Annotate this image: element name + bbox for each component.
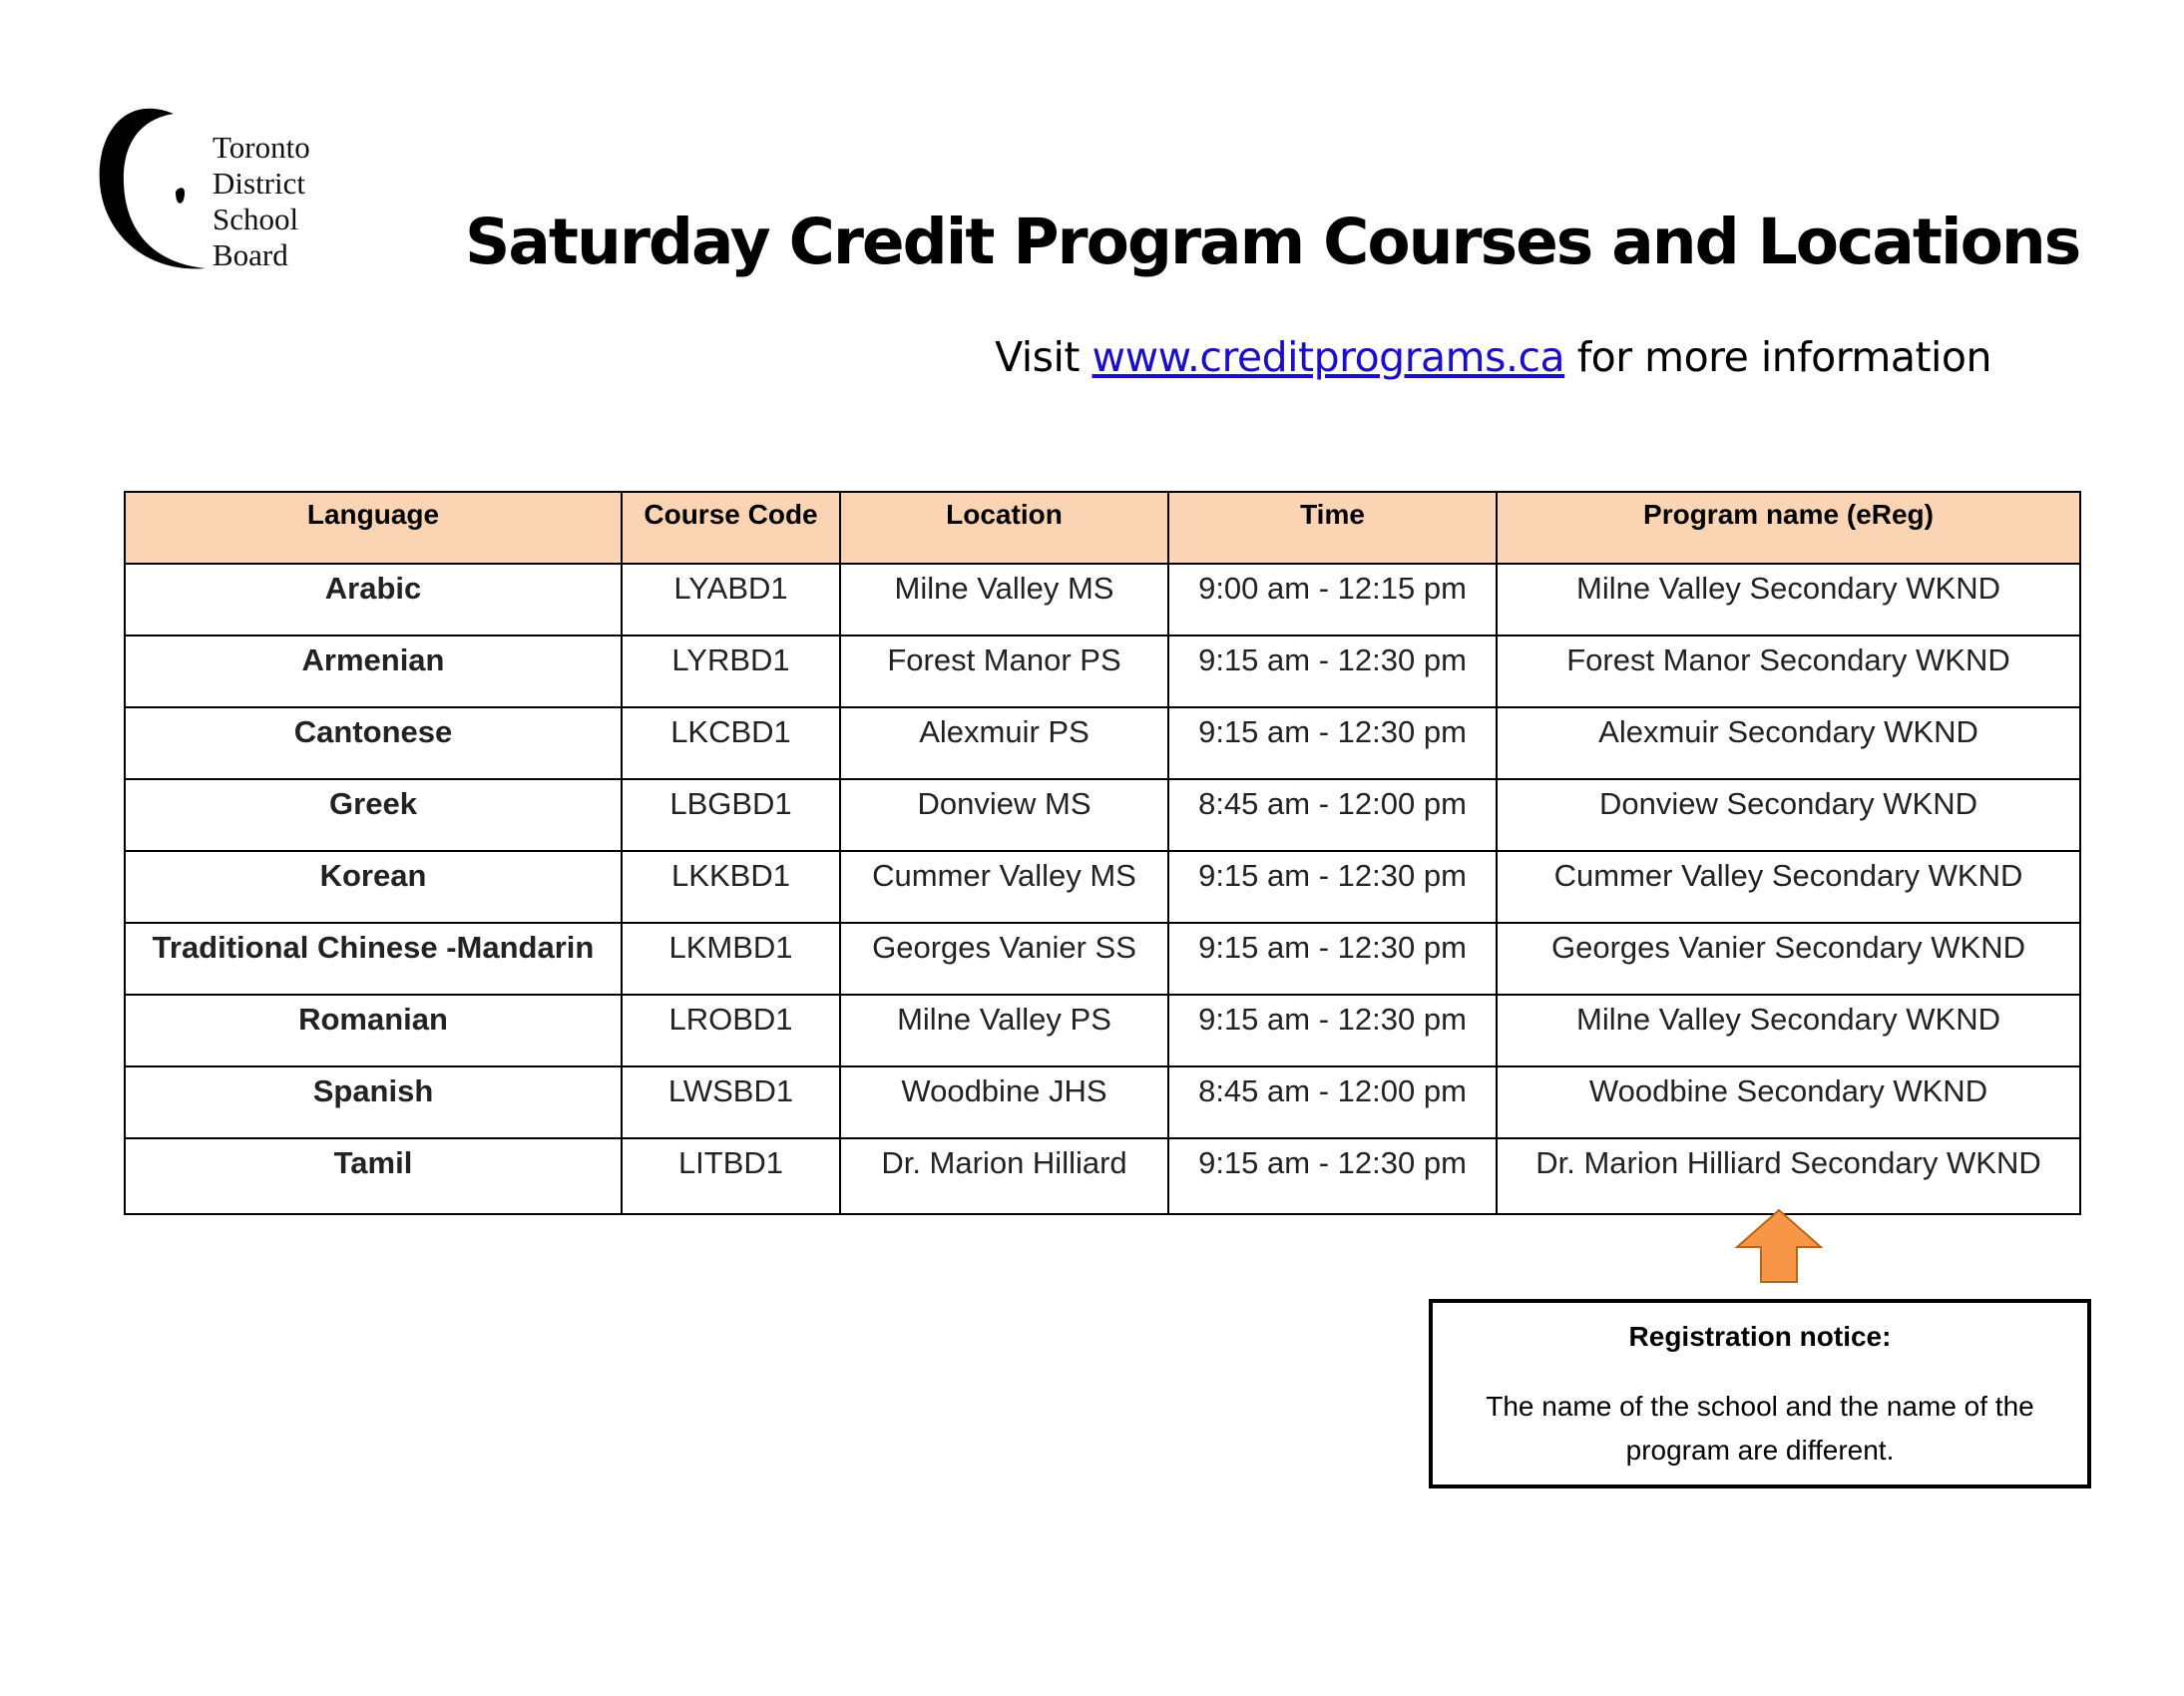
cell-language: Spanish: [125, 1066, 622, 1138]
cell-course-code: LYRBD1: [622, 636, 840, 707]
visit-prefix: Visit: [995, 333, 1092, 381]
cell-time: 9:15 am - 12:30 pm: [1168, 995, 1497, 1066]
cell-course-code: LYABD1: [622, 564, 840, 636]
cell-course-code: LKCBD1: [622, 707, 840, 779]
visit-line: [898, 333, 1991, 381]
apple-logo-icon: [96, 74, 206, 273]
table-row: [125, 995, 2080, 1066]
cell-time: 8:45 am - 12:00 pm: [1168, 779, 1497, 851]
arrow-up-icon: [1733, 1207, 1825, 1285]
cell-location: Milne Valley MS: [840, 564, 1168, 636]
table-row: [125, 564, 2080, 636]
cell-program-name: Dr. Marion Hilliard Secondary WKND: [1497, 1138, 2080, 1214]
cell-time: 9:15 am - 12:30 pm: [1168, 707, 1497, 779]
table-row: [125, 1066, 2080, 1138]
cell-location: Woodbine JHS: [840, 1066, 1168, 1138]
cell-location: Dr. Marion Hilliard: [840, 1138, 1168, 1214]
cell-language: Tamil: [125, 1138, 622, 1214]
tdsb-logo: [96, 74, 355, 283]
cell-course-code: LBGBD1: [622, 779, 840, 851]
notice-body: The name of the school and the name of the program are different.: [1486, 1391, 2034, 1466]
logo-line: Board: [213, 237, 288, 272]
cell-language: Traditional Chinese -Mandarin: [125, 923, 622, 995]
logo-line: School: [213, 202, 299, 236]
table-row: [125, 707, 2080, 779]
cell-course-code: LWSBD1: [622, 1066, 840, 1138]
cell-location: Alexmuir PS: [840, 707, 1168, 779]
cell-time: 9:15 am - 12:30 pm: [1168, 636, 1497, 707]
cell-course-code: LKKBD1: [622, 851, 840, 923]
cell-language: Korean: [125, 851, 622, 923]
table-row: [125, 923, 2080, 995]
cell-language: Armenian: [125, 636, 622, 707]
header-time: Time: [1168, 492, 1497, 564]
cell-time: 9:00 am - 12:15 pm: [1168, 564, 1497, 636]
cell-language: Romanian: [125, 995, 622, 1066]
table-row: [125, 1138, 2080, 1214]
header-program-name: Program name (eReg): [1497, 492, 2080, 564]
cell-location: Forest Manor PS: [840, 636, 1168, 707]
table-header-row: [125, 492, 2080, 564]
notice-title: Registration notice:: [1628, 1321, 1892, 1352]
logo-line: Toronto: [213, 130, 310, 165]
cell-location: Georges Vanier SS: [840, 923, 1168, 995]
logo-line: District: [213, 166, 305, 201]
page-title: Saturday Credit Program Courses and Locations: [465, 206, 2080, 278]
cell-course-code: LKMBD1: [622, 923, 840, 995]
cell-course-code: LITBD1: [622, 1138, 840, 1214]
table-row: [125, 636, 2080, 707]
table-row: [125, 779, 2080, 851]
cell-time: 9:15 am - 12:30 pm: [1168, 923, 1497, 995]
cell-location: Milne Valley PS: [840, 995, 1168, 1066]
registration-notice-box: [1429, 1299, 2091, 1488]
cell-course-code: LROBD1: [622, 995, 840, 1066]
cell-language: Arabic: [125, 564, 622, 636]
cell-location: Donview MS: [840, 779, 1168, 851]
visit-suffix: for more information: [1564, 333, 1991, 381]
header-course-code: Course Code: [622, 492, 840, 564]
cell-program-name: Milne Valley Secondary WKND: [1497, 564, 2080, 636]
cell-language: Cantonese: [125, 707, 622, 779]
header-language: Language: [125, 492, 622, 564]
cell-program-name: Forest Manor Secondary WKND: [1497, 636, 2080, 707]
table-row: [125, 851, 2080, 923]
cell-program-name: Cummer Valley Secondary WKND: [1497, 851, 2080, 923]
header-location: Location: [840, 492, 1168, 564]
logo-wordmark: [213, 130, 310, 273]
cell-program-name: Donview Secondary WKND: [1497, 779, 2080, 851]
cell-time: 8:45 am - 12:00 pm: [1168, 1066, 1497, 1138]
cell-program-name: Woodbine Secondary WKND: [1497, 1066, 2080, 1138]
cell-time: 9:15 am - 12:30 pm: [1168, 851, 1497, 923]
cell-program-name: Milne Valley Secondary WKND: [1497, 995, 2080, 1066]
cell-location: Cummer Valley MS: [840, 851, 1168, 923]
website-link[interactable]: www.creditprograms.ca: [1092, 333, 1565, 381]
cell-time: 9:15 am - 12:30 pm: [1168, 1138, 1497, 1214]
courses-table: [124, 491, 2081, 1215]
cell-program-name: Alexmuir Secondary WKND: [1497, 707, 2080, 779]
cell-program-name: Georges Vanier Secondary WKND: [1497, 923, 2080, 995]
cell-language: Greek: [125, 779, 622, 851]
